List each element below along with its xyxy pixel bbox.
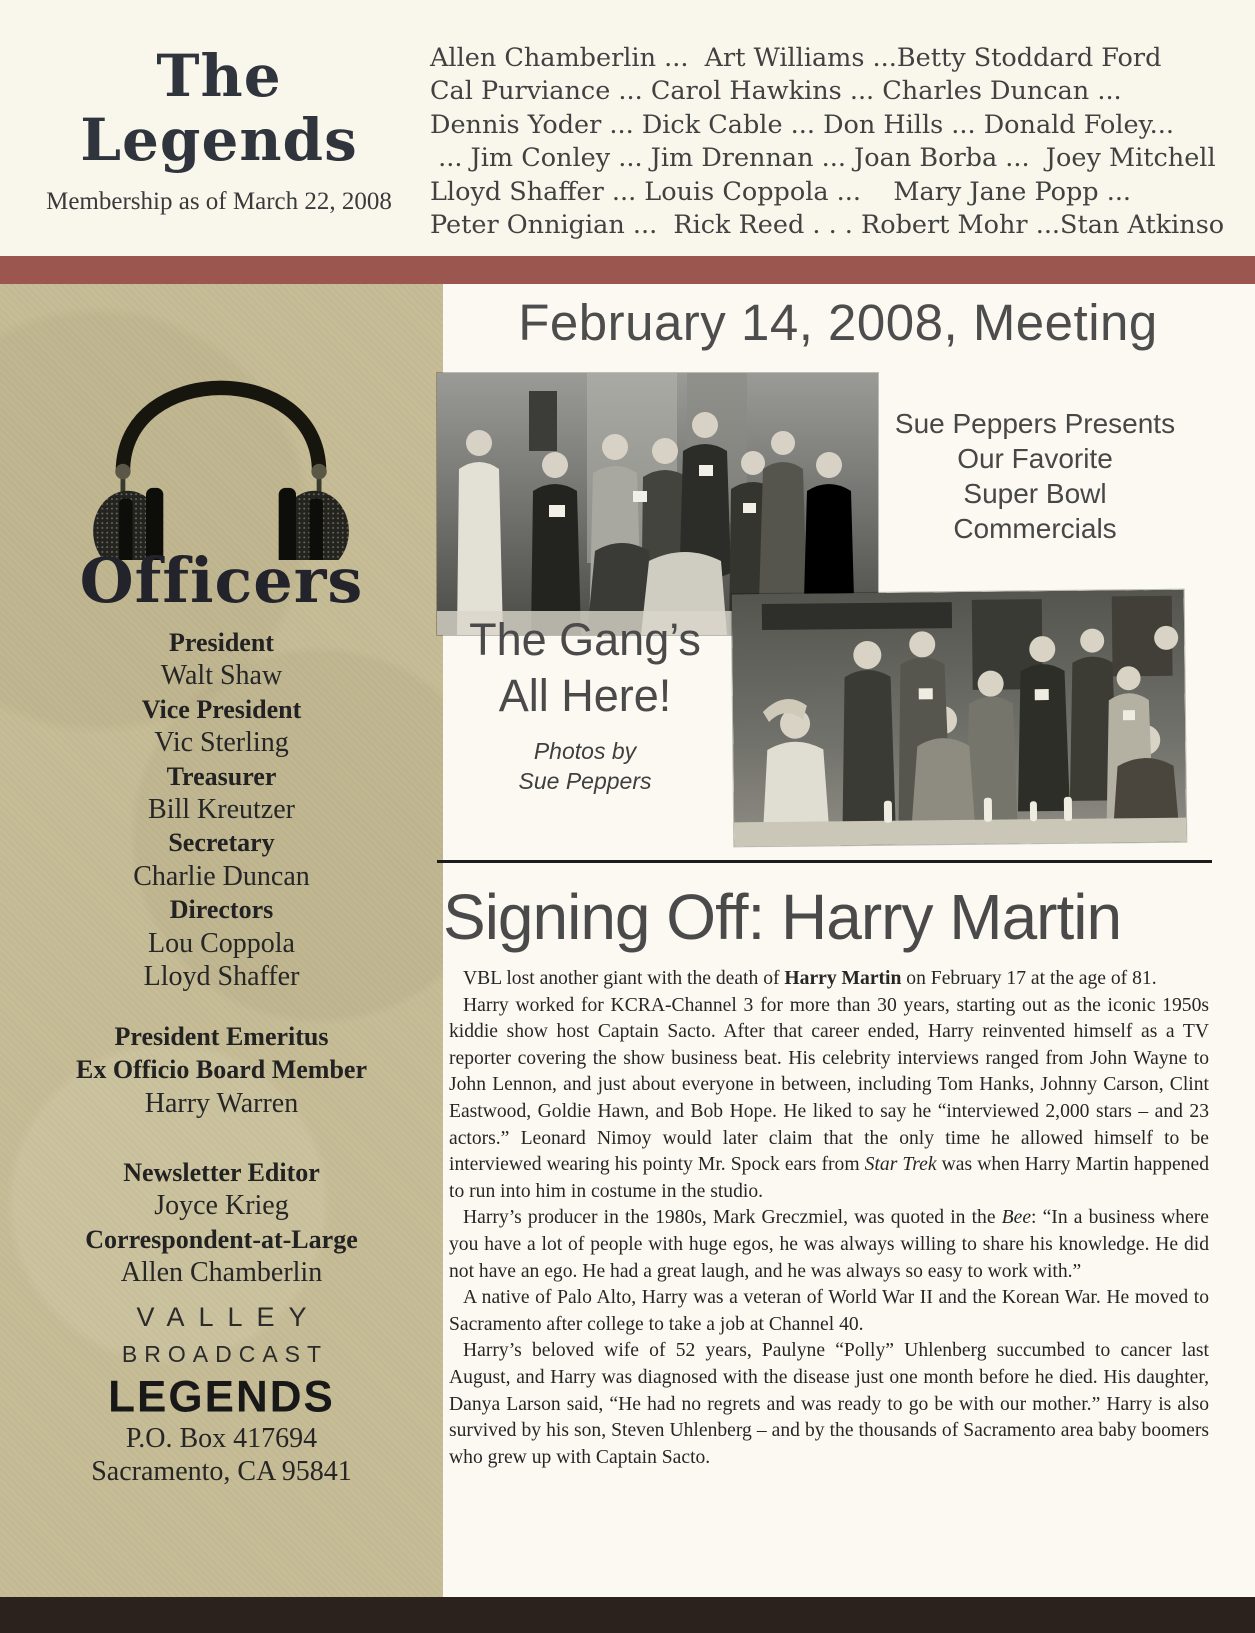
officers-list: [0, 626, 443, 993]
member-list: [430, 42, 1230, 242]
officer-name: Lou Coppola: [148, 927, 295, 959]
article-italic-title: Bee: [1001, 1207, 1032, 1229]
presents-line: Sue Peppers Presents: [894, 408, 1176, 439]
article-text: Harry worked for KCRA-Channel 3 for more than 30 years, starting out as the iconic 1950s kiddie show host Captain Sacto. After that career ended, Harry reinvented himself as a TV reporter covering the show business beat. His celebrity interviews ranged from John Wayne to John Lennon, and just about everyone in between, including Tom Hanks, Johnny Carson, Clint Eastwood, Goldie Hawn, and Bob Hope. He liked to say he “interviewed 2,000 stars – and 23 actors.” Leonard Nimoy would later claim that the only time he allowed himself to be interviewed wearing his pointy Mr. Spock ears from: [449, 994, 1209, 1176]
vbl-logo-valley: VALLEY: [136, 1302, 321, 1332]
headphones-icon: [86, 310, 356, 560]
meeting-photo-group-2: [732, 590, 1187, 847]
article-text: was when Harry Martin happened to run into him in costume in the studio.: [449, 1154, 1210, 1202]
officer-role: Newsletter Editor: [123, 1158, 320, 1187]
officer-name: Allen Chamberlin: [120, 1257, 323, 1289]
article-divider-rule: [437, 860, 1212, 863]
officer-role: Treasurer: [166, 761, 277, 791]
article-italic-title: Star Trek: [864, 1154, 937, 1176]
officer-role: President Emeritus: [114, 1022, 329, 1051]
photo-credit: [440, 736, 730, 796]
member-list-line: Allen Chamberlin ... Art Williams ...Betty Stoddard Ford: [430, 43, 1162, 73]
officers-heading: Officers: [79, 544, 364, 617]
article-text: : “In a business where you have a lot of people with huge egos, he was always willing to share his knowledge. He did not have an ego. He had a great laugh, and he was always so easy to work with.”: [449, 1207, 1209, 1282]
photo-credit-line: Sue Peppers: [518, 768, 652, 794]
article-text: on February 17 at the age of 81.: [901, 968, 1157, 989]
officer-role: Directors: [169, 895, 274, 925]
article-bold-name: Harry Martin: [784, 968, 902, 989]
officer-role: President: [169, 628, 274, 657]
officer-role: Vice President: [141, 694, 302, 724]
vbl-logo-legends: LEGENDS: [108, 1371, 335, 1422]
vbl-address-line: P.O. Box 417694: [125, 1423, 318, 1454]
officer-role: Correspondent-at-Large: [85, 1224, 358, 1254]
article-paragraph: A native of Palo Alto, Harry was a veteran of World War II and the Korean War. He moved to Sacramento after college to take a job at Channel 40.: [449, 1287, 1209, 1335]
presents-caption: [880, 406, 1190, 546]
article-paragraph: [449, 1205, 1209, 1285]
membership-note: Membership as of March 22, 2008: [46, 188, 392, 215]
article-text: Harry’s producer in the 1980s, Mark Greczmiel, was quoted in the: [463, 1207, 1002, 1229]
officer-name: Lloyd Shaffer: [143, 961, 300, 993]
officer-name: Bill Kreutzer: [148, 794, 295, 826]
article-paragraph: Harry’s beloved wife of 52 years, Paulyne “Polly” Uhlenberg succumbed to cancer last August, and Harry was diagnosed with the disease just one month before he died. His daughter, Danya Larson said, “He had no regrets and was ready to go be with our mother.” Harry is also survived by his son, Steven Uhlenberg – and by the thousands of Sacramento area baby boomers who grew up with Captain Sacto.: [449, 1340, 1209, 1468]
officer-name: Walt Shaw: [160, 660, 283, 692]
presents-line: Our Favorite: [957, 443, 1113, 474]
gangs-caption: [440, 612, 730, 796]
meeting-heading: February 14, 2008, Meeting: [518, 294, 1158, 351]
officer-name: Harry Warren: [144, 1087, 299, 1119]
officer-name: Charlie Duncan: [133, 860, 310, 892]
officer-name: Joyce Krieg: [154, 1190, 289, 1222]
photo-credit-line: Photos by: [533, 738, 637, 764]
newsletter-title-line-1: The: [156, 42, 282, 110]
vbl-logo: [0, 1302, 443, 1488]
editor-block: [0, 1156, 443, 1290]
article-text: VBL lost another giant with the death of: [463, 968, 785, 989]
officers-sidebar: [0, 284, 443, 1597]
gangs-caption-line: The Gang’s: [469, 614, 701, 665]
newsletter-title-line-2: Legends: [80, 106, 358, 174]
member-list-line: ... Jim Conley ... Jim Drennan ... Joan Borba ... Joey Mitchell: [430, 143, 1216, 174]
article-paragraph: [449, 966, 1209, 993]
newsletter-title-block: [28, 44, 410, 216]
article-headline: Signing Off: Harry Martin: [443, 881, 1122, 953]
member-list-line: Lloyd Shaffer ... Louis Coppola ... Mary Jane Popp ...: [430, 176, 1132, 207]
officer-name: Vic Sterling: [154, 727, 289, 759]
member-list-line: Cal Purviance ... Carol Hawkins ... Charles Duncan ...: [430, 76, 1122, 107]
vbl-logo-broadcast: BROADCAST: [121, 1341, 329, 1367]
presents-line: Commercials: [953, 513, 1117, 544]
emeritus-block: [0, 1020, 443, 1120]
article-paragraph: [449, 993, 1209, 1206]
member-list-line: Dennis Yoder ... Dick Cable ... Don Hills ... Donald Foley...: [430, 109, 1174, 140]
vbl-address-line: Sacramento, CA 95841: [91, 1456, 352, 1487]
bottom-edge-bar: [0, 1597, 1255, 1633]
officer-role: Secretary: [168, 828, 275, 858]
member-list-line: Peter Onnigian ... Rick Reed . . . Robert Mohr ...Stan Atkinso: [430, 210, 1225, 241]
gangs-caption-line: All Here!: [498, 670, 672, 721]
article-body: [449, 966, 1209, 1471]
presents-line: Super Bowl: [963, 478, 1107, 509]
officer-role: Ex Officio Board Member: [76, 1055, 367, 1085]
red-divider-bar: [0, 256, 1255, 284]
